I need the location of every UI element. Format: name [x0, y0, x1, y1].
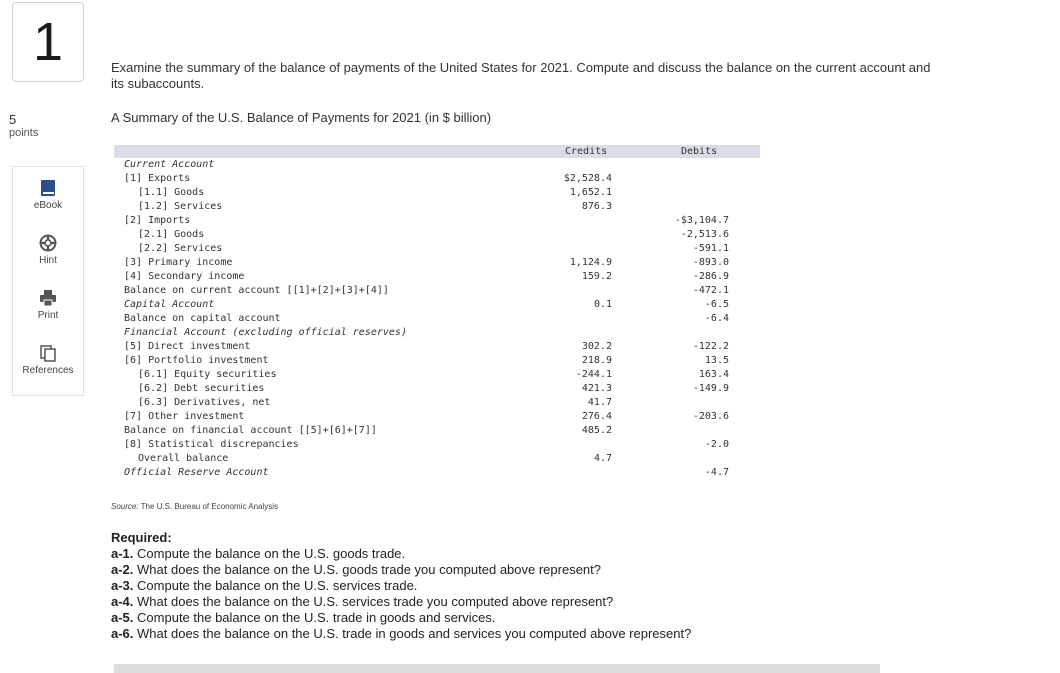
debit-cell: -$3,104.7 [674, 215, 729, 226]
ebook-label: eBook [33, 200, 63, 211]
balance-of-payments-table [114, 145, 760, 480]
row-label: [2.1] Goods [138, 229, 205, 240]
references-button[interactable] [13, 332, 83, 387]
table-row [114, 256, 760, 270]
row-label: Financial Account (excluding official reserves) [124, 327, 407, 338]
table-row [114, 438, 760, 452]
required-item-id: a-4. [111, 594, 134, 609]
credit-cell: 218.9 [581, 355, 612, 366]
points-label: points [9, 127, 39, 139]
table-row [114, 242, 760, 256]
credits-column-header: Credits [565, 146, 608, 157]
debit-cell: -591.1 [692, 243, 729, 254]
row-label: [6.3] Derivatives, net [138, 397, 271, 408]
credit-cell: $2,528.4 [563, 173, 612, 184]
horizontal-scrollbar[interactable] [114, 664, 880, 673]
row-label: Balance on current account [[1]+[2]+[3]+[4]] [124, 285, 389, 296]
row-label: Official Reserve Account [124, 467, 269, 478]
source-prefix: Source: [111, 502, 139, 511]
credit-cell: 1,124.9 [569, 257, 612, 268]
table-header [114, 145, 760, 158]
ebook-button[interactable] [13, 167, 83, 222]
debits-column-header: Debits [681, 146, 718, 157]
row-label: Overall balance [138, 453, 229, 464]
references-label: References [22, 365, 74, 376]
printer-icon [39, 289, 57, 307]
hint-label: Hint [39, 255, 57, 266]
required-section [111, 530, 691, 642]
table-row [114, 186, 760, 200]
debit-cell: -149.9 [692, 383, 729, 394]
print-label: Print [37, 310, 59, 321]
row-label: [2] Imports [124, 215, 191, 226]
table-row [114, 312, 760, 326]
credit-cell: 0.1 [593, 299, 612, 310]
row-label: Balance on capital account [124, 313, 281, 324]
credit-cell: -244.1 [575, 369, 612, 380]
debit-cell: -203.6 [692, 411, 729, 422]
required-item-id: a-2. [111, 562, 134, 577]
table-row [114, 424, 760, 438]
table-row [114, 466, 760, 480]
row-label: [8] Statistical discrepancies [124, 439, 299, 450]
row-label: [6.2] Debt securities [138, 383, 265, 394]
table-row [114, 284, 760, 298]
source-note [111, 502, 278, 511]
source-text: The U.S. Bureau of Economic Analysis [140, 502, 279, 511]
required-item [111, 610, 691, 626]
debit-cell: 163.4 [698, 369, 729, 380]
credit-cell: 1,652.1 [569, 187, 612, 198]
credit-cell: 4.7 [593, 453, 612, 464]
row-label: [2.2] Services [138, 243, 223, 254]
table-row [114, 214, 760, 228]
debit-cell: -2.0 [704, 439, 729, 450]
required-item [111, 626, 691, 642]
row-label: [1] Exports [124, 173, 191, 184]
required-item [111, 546, 691, 562]
table-row [114, 354, 760, 368]
row-label: Balance on financial account [[5]+[6]+[7]] [124, 425, 377, 436]
credit-cell: 41.7 [587, 397, 612, 408]
copy-pages-icon [39, 344, 57, 362]
row-label: [6] Portfolio investment [124, 355, 269, 366]
table-body [114, 158, 760, 480]
table-title: A Summary of the U.S. Balance of Payments for 2021 (in $ billion) [111, 110, 492, 125]
points-value: 5 [9, 112, 17, 127]
required-list [111, 546, 691, 642]
credit-cell: 276.4 [581, 411, 612, 422]
life-ring-icon [39, 234, 57, 252]
required-item-id: a-1. [111, 546, 134, 561]
row-label: [1.2] Services [138, 201, 223, 212]
table-row [114, 340, 760, 354]
book-icon [40, 179, 56, 197]
table-row [114, 326, 760, 340]
table-row [114, 158, 760, 172]
table-row [114, 368, 760, 382]
debit-cell: -6.4 [704, 313, 729, 324]
table-row [114, 200, 760, 214]
required-heading: Required: [111, 530, 172, 545]
required-item-text: What does the balance on the U.S. services trade you computed above represent? [137, 594, 614, 609]
row-label: [7] Other investment [124, 411, 245, 422]
credit-cell: 485.2 [581, 425, 612, 436]
table-row [114, 396, 760, 410]
debit-cell: -4.7 [704, 467, 729, 478]
tool-panel [12, 166, 84, 396]
row-label: Current Account [124, 159, 215, 170]
required-item-text: Compute the balance on the U.S. goods trade. [137, 546, 406, 561]
debit-cell: -122.2 [692, 341, 729, 352]
row-label: Capital Account [124, 299, 215, 310]
table-row [114, 298, 760, 312]
required-item-text: Compute the balance on the U.S. services trade. [137, 578, 418, 593]
required-item-id: a-5. [111, 610, 134, 625]
table-row [114, 172, 760, 186]
debit-cell: -6.5 [704, 299, 729, 310]
debit-cell: -2,513.6 [680, 229, 729, 240]
required-item-id: a-3. [111, 578, 134, 593]
credit-cell: 302.2 [581, 341, 612, 352]
required-item-text: What does the balance on the U.S. goods trade you computed above represent? [137, 562, 602, 577]
table-row [114, 270, 760, 284]
row-label: [3] Primary income [124, 257, 233, 268]
debit-cell: -472.1 [692, 285, 729, 296]
debit-cell: 13.5 [704, 355, 729, 366]
table-row [114, 452, 760, 466]
required-item-id: a-6. [111, 626, 134, 641]
print-button[interactable] [13, 277, 83, 332]
row-label: [1.1] Goods [138, 187, 205, 198]
required-item [111, 562, 691, 578]
required-item-text: Compute the balance on the U.S. trade in goods and services. [137, 610, 496, 625]
question-number: 1 [12, 2, 84, 82]
question-prompt: Examine the summary of the balance of payments of the United States for 2021. Compute and discuss the balance on the current account and its subaccounts. [111, 60, 931, 91]
credit-cell: 159.2 [581, 271, 612, 282]
row-label: [4] Secondary income [124, 271, 245, 282]
credit-cell: 421.3 [581, 383, 612, 394]
required-item [111, 594, 691, 610]
debit-cell: -286.9 [692, 271, 729, 282]
table-row [114, 228, 760, 242]
hint-button[interactable] [13, 222, 83, 277]
required-item [111, 578, 691, 594]
table-row [114, 410, 760, 424]
required-item-text: What does the balance on the U.S. trade in goods and services you computed above represent? [137, 626, 692, 641]
debit-cell: -893.0 [692, 257, 729, 268]
row-label: [6.1] Equity securities [138, 369, 277, 380]
row-label: [5] Direct investment [124, 341, 251, 352]
table-row [114, 382, 760, 396]
credit-cell: 876.3 [581, 201, 612, 212]
